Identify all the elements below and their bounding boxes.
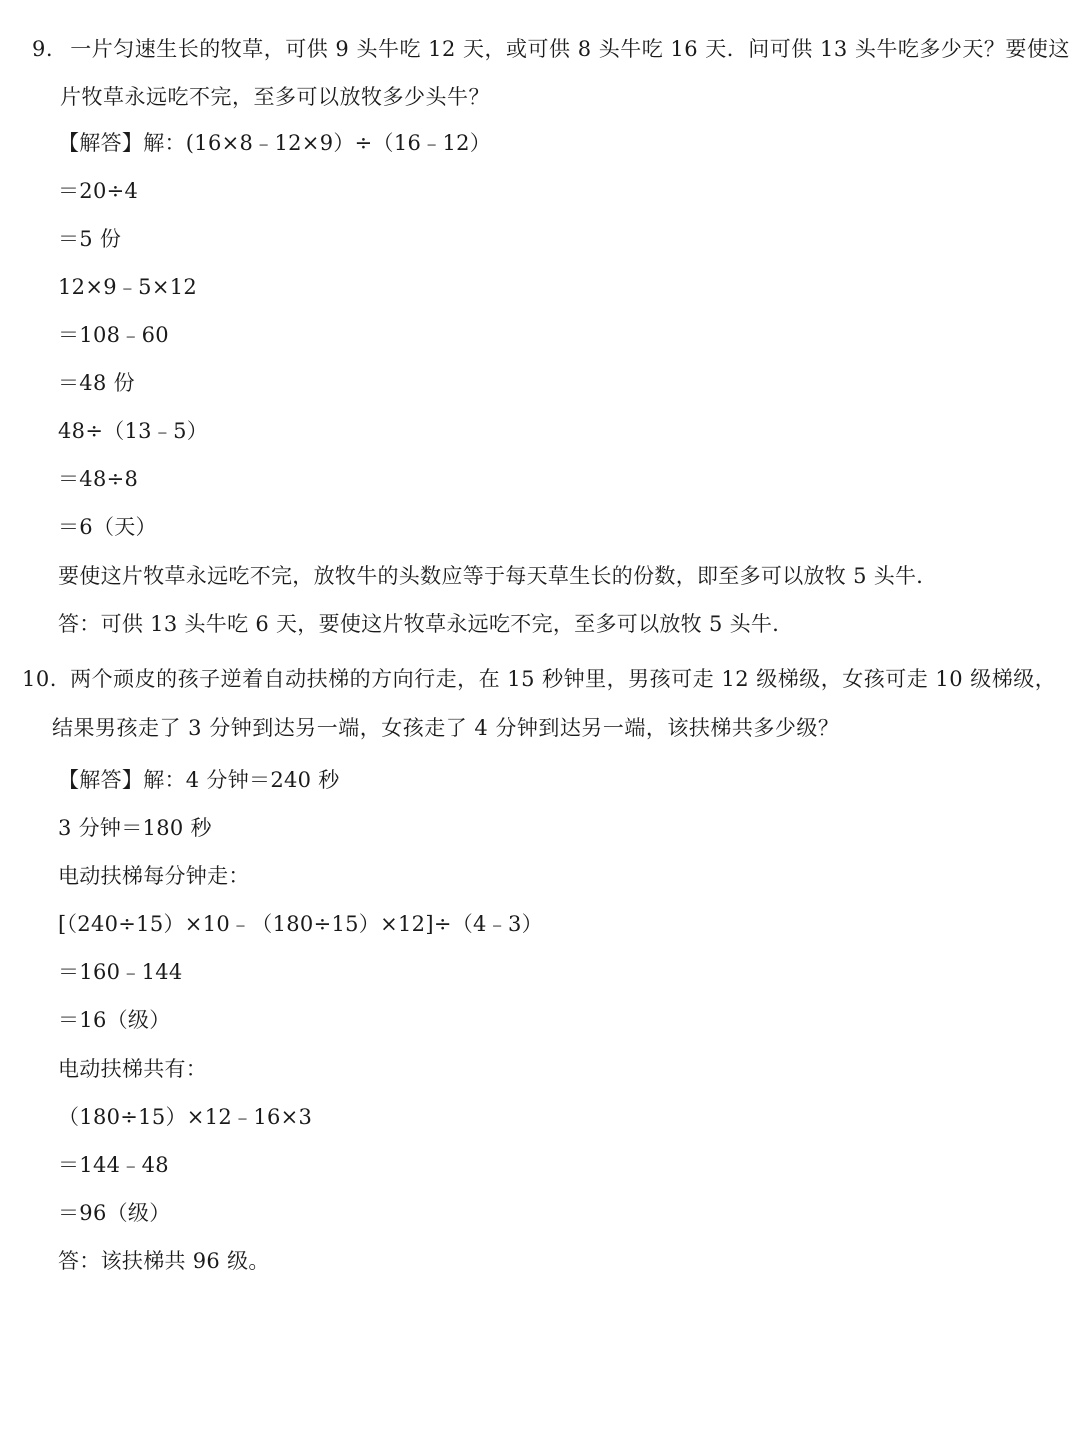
question-line (32, 34, 1070, 64)
solution-line: 12×9﹣5×12 (58, 275, 198, 299)
solution-line: ＝20÷4 (58, 179, 139, 203)
question-line (22, 664, 1056, 694)
solution-line: （180÷15）×12﹣16×3 (58, 1105, 313, 1129)
problem-number: 9. (32, 37, 54, 61)
question-line: 片牧草永远吃不完，至多可以放牧多少头牛？ (60, 85, 490, 109)
solution-line: 3 分钟＝180 秒 (58, 816, 212, 840)
solution-line: ＝48÷8 (58, 467, 139, 491)
question-line: 结果男孩走了 3 分钟到达另一端，女孩走了 4 分钟到达另一端，该扶梯共多少级？ (52, 716, 840, 740)
solution-line: ＝144﹣48 (58, 1153, 169, 1177)
solution-line: 48÷（13﹣5） (58, 419, 209, 443)
solution-line: ＝160﹣144 (58, 960, 183, 984)
solution-line: 要使这片牧草永远吃不完，放牧牛的头数应等于每天草生长的份数，即至多可以放牧 5 头牛． (58, 564, 938, 588)
solution-line: 电动扶梯共有： (58, 1057, 208, 1081)
answer-line: 答：可供 13 头牛吃 6 天，要使这片牧草永远吃不完，至多可以放牧 5 头牛． (58, 612, 794, 636)
solution-line: ＝96（级） (58, 1201, 171, 1225)
solution-line: 【解答】解：(16×8﹣12×9）÷（16﹣12） (58, 131, 492, 155)
solution-line: ＝108﹣60 (58, 323, 169, 347)
solution-line: ＝5 份 (58, 227, 122, 251)
question-text: 一片匀速生长的牧草，可供 9 头牛吃 12 天，或可供 8 头牛吃 16 天．问可供 13 头牛吃多少天？要使这 (70, 37, 1070, 61)
solution-line: ＝48 份 (58, 371, 135, 395)
solution-line: [（240÷15）×10﹣（180÷15）×12]÷（4﹣3） (58, 912, 543, 936)
solution-line: ＝6（天） (58, 515, 157, 539)
solution-line: ＝16（级） (58, 1008, 171, 1032)
solution-line: 【解答】解：4 分钟＝240 秒 (58, 768, 340, 792)
solution-line: 电动扶梯每分钟走： (58, 864, 250, 888)
problem-number: 10. (22, 667, 57, 691)
answer-line: 答：该扶梯共 96 级。 (58, 1249, 270, 1273)
question-text: 两个顽皮的孩子逆着自动扶梯的方向行走，在 15 秒钟里，男孩可走 12 级梯级，女孩可走 10 级梯级， (70, 667, 1057, 691)
